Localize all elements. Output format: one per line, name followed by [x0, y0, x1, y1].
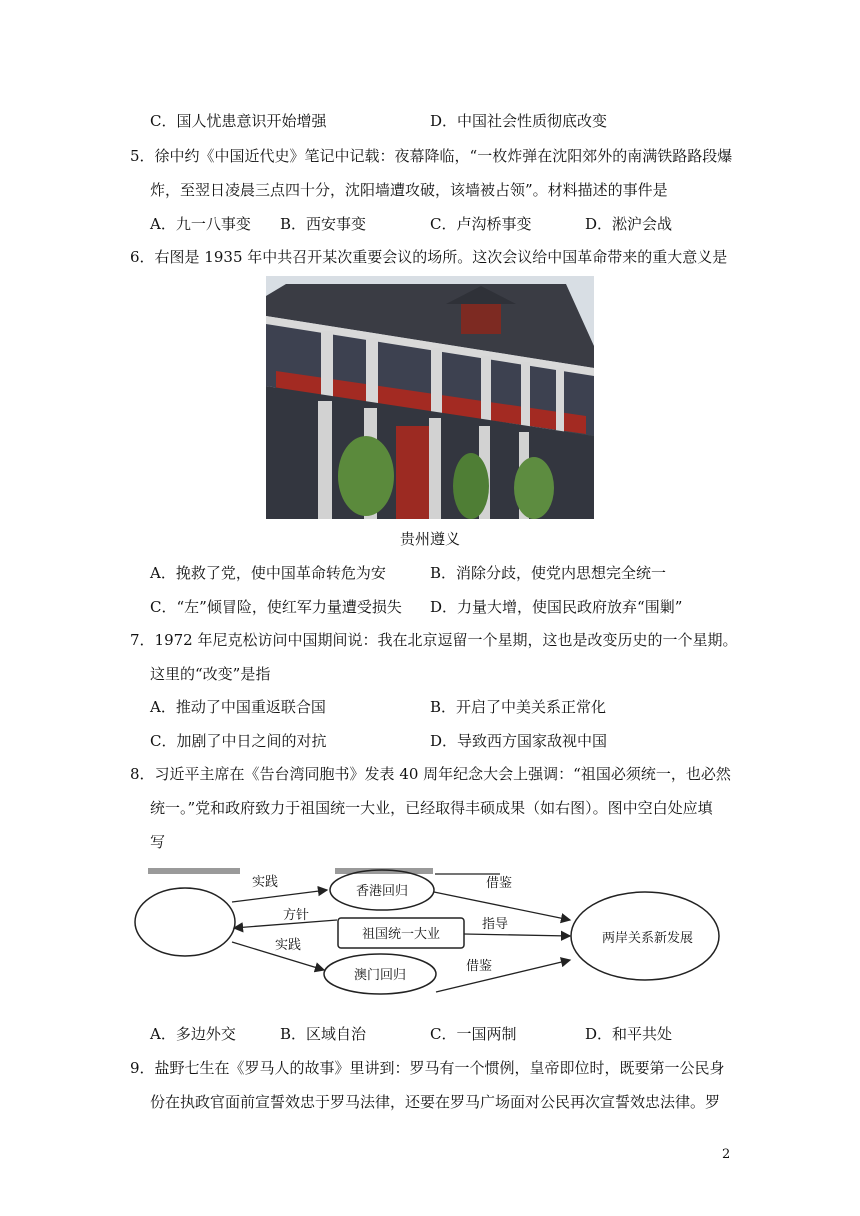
q7-stem-line2: 这里的“改变”是指 — [150, 665, 271, 683]
page-number: 2 — [722, 1147, 731, 1162]
q5-stem-line2: 炸，至翌日凌晨三点四十分，沈阳墙遭攻破，该墙被占领”。材料描述的事件是 — [150, 181, 668, 199]
q8-stem-line2: 统一。”党和政府致力于祖国统一大业，已经取得丰硕成果（如右图）。图中空白处应填 — [150, 799, 713, 817]
scan-bar-left — [148, 868, 240, 874]
q8-stem-line1: 8．习近平主席在《告台湾同胞书》发表 40 周年纪念大会上强调：“祖国必须统一，也必然 — [130, 765, 731, 783]
q5-stem-line1: 5．徐中约《中国近代史》笔记中记载：夜幕降临，“一枚炸弹在沈阳郊外的南满铁路路段爆 — [130, 147, 733, 165]
q8-stem-line3: 写 — [150, 833, 166, 851]
q8-option-a: A．多边外交 — [150, 1025, 236, 1043]
blank-ellipse — [135, 888, 235, 956]
practice-bottom-label: 实践 — [275, 938, 302, 953]
q8-option-d: D．和平共处 — [585, 1025, 673, 1043]
q7-option-a: A．推动了中国重返联合国 — [150, 698, 326, 716]
q5-option-a: A．九一八事变 — [150, 215, 251, 233]
macau-label: 澳门回归 — [354, 968, 407, 983]
jiejian-bottom-label: 借鉴 — [466, 959, 493, 974]
arrow-jiejian-bottom — [436, 960, 570, 992]
q7-option-d: D．导致西方国家敌视中国 — [430, 732, 608, 750]
q9-stem-line2: 份在执政官面前宣誓效忠于罗马法律，还要在罗马广场面对公民再次宣誓效忠法律。罗 — [150, 1093, 721, 1111]
q6-stem-line1: 6．右图是 1935 年中共召开某次重要会议的场所。这次会议给中国革命带来的重大意义是 — [130, 248, 728, 266]
fangzhen-label: 方针 — [283, 908, 310, 923]
q7-stem-line1: 7．1972 年尼克松访问中国期间说：我在北京逗留一个星期，这也是改变历史的一个星期。 — [130, 631, 738, 649]
q5-option-d: D．淞沪会战 — [585, 215, 673, 233]
scan-bar-right — [335, 868, 433, 874]
jiejian-top-label: 借鉴 — [486, 876, 513, 891]
cross-strait-label: 两岸关系新发展 — [602, 931, 694, 946]
q7-option-c: C．加剧了中日之间的对抗 — [150, 732, 327, 750]
arrow-jiejian-top — [434, 892, 570, 920]
q6-option-a: A．挽救了党，使中国革命转危为安 — [150, 564, 386, 582]
photo-caption: 贵州遵义 — [400, 530, 461, 548]
q5-option-c: C．卢沟桥事变 — [430, 215, 532, 233]
unification-diagram — [130, 862, 730, 1002]
q5-option-b: B．西安事变 — [280, 215, 367, 233]
arrow-zhidao — [464, 934, 570, 936]
q6-option-b: B．消除分歧，使党内思想完全统一 — [430, 564, 667, 582]
q6-option-d: D．力量大增，使国民政府放弃“围剿” — [430, 598, 683, 616]
q8-option-b: B．区域自治 — [280, 1025, 367, 1043]
q7-option-b: B．开启了中美关系正常化 — [430, 698, 607, 716]
hk-label: 香港回归 — [356, 884, 409, 899]
q8-option-c: C．一国两制 — [430, 1025, 517, 1043]
q6-option-c: C．“左”倾冒险，使红军力量遭受损失 — [150, 598, 402, 616]
q4-option-c: C．国人忧患意识开始增强 — [150, 112, 327, 130]
q4-option-d: D．中国社会性质彻底改变 — [430, 112, 608, 130]
unify-label: 祖国统一大业 — [362, 927, 441, 942]
zhidao-label: 指导 — [482, 917, 509, 932]
q9-stem-line1: 9．盐野七生在《罗马人的故事》里讲到：罗马有一个惯例，皇帝即位时，既要第一公民身 — [130, 1059, 725, 1077]
arrow-practice-top — [232, 890, 327, 902]
practice-top-label: 实践 — [252, 875, 279, 890]
zunyi-building-photo — [266, 276, 594, 519]
